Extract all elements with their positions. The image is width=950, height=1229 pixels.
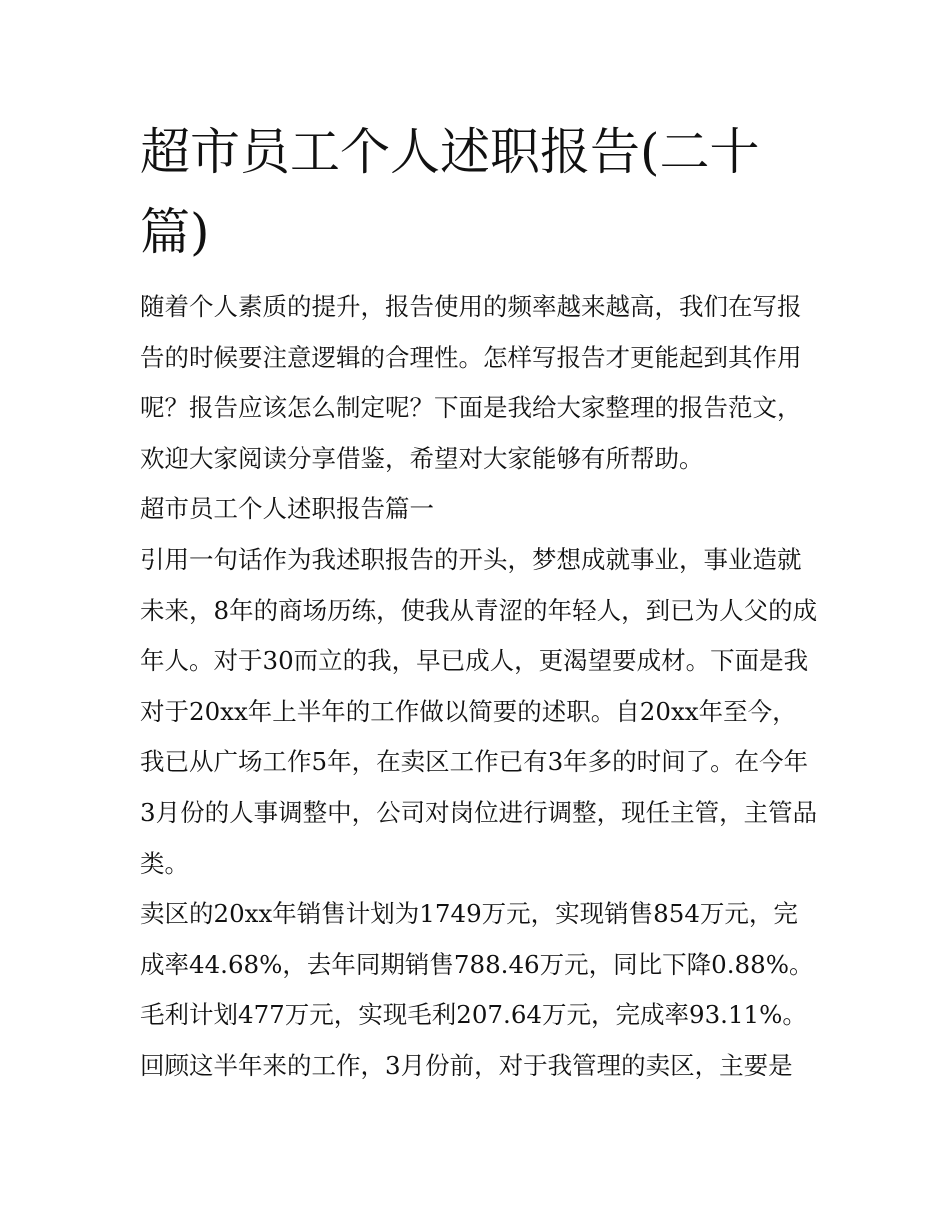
section-heading: 超市员工个人述职报告篇一 [140,494,434,524]
body-paragraph-1: 引用一句话作为我述职报告的开头，梦想成就事业，事业造就未来，8年的商场历练，使我从青涩的年轻人，到已为人父的成年人。对于30而立的我，早已成人，更渴望要成材。下面是我对于20xx年上半年的工作做以简要的述职。自20xx年至今，我已从广场工作5年，在卖区工作已有3年多的时间了。在今年3月份的人事调整中，公司对岗位进行调整，现任主管，主管品类。 [140,544,818,878]
body-paragraph-2: 卖区的20xx年销售计划为1749万元，实现销售854万元，完成率44.68%，去年同期销售788.46万元，同比下降0.88%。毛利计划477万元，实现毛利207.64万元，完成率93.11%。 [140,899,814,1030]
intro-paragraph: 随着个人素质的提升，报告使用的频率越来越高，我们在写报告的时候要注意逻辑的合理性。怎样写报告才更能起到其作用呢？报告应该怎么制定呢？下面是我给大家整理的报告范文，欢迎大家阅读分享借鉴，希望对大家能够有所帮助。 [140,292,802,473]
document-body [140,282,820,1092]
body-paragraph-3: 回顾这半年来的工作，3月份前，对于我管理的卖区，主要是 [140,1050,793,1080]
document-title: 超市员工个人述职报告(二十篇) [140,123,760,261]
